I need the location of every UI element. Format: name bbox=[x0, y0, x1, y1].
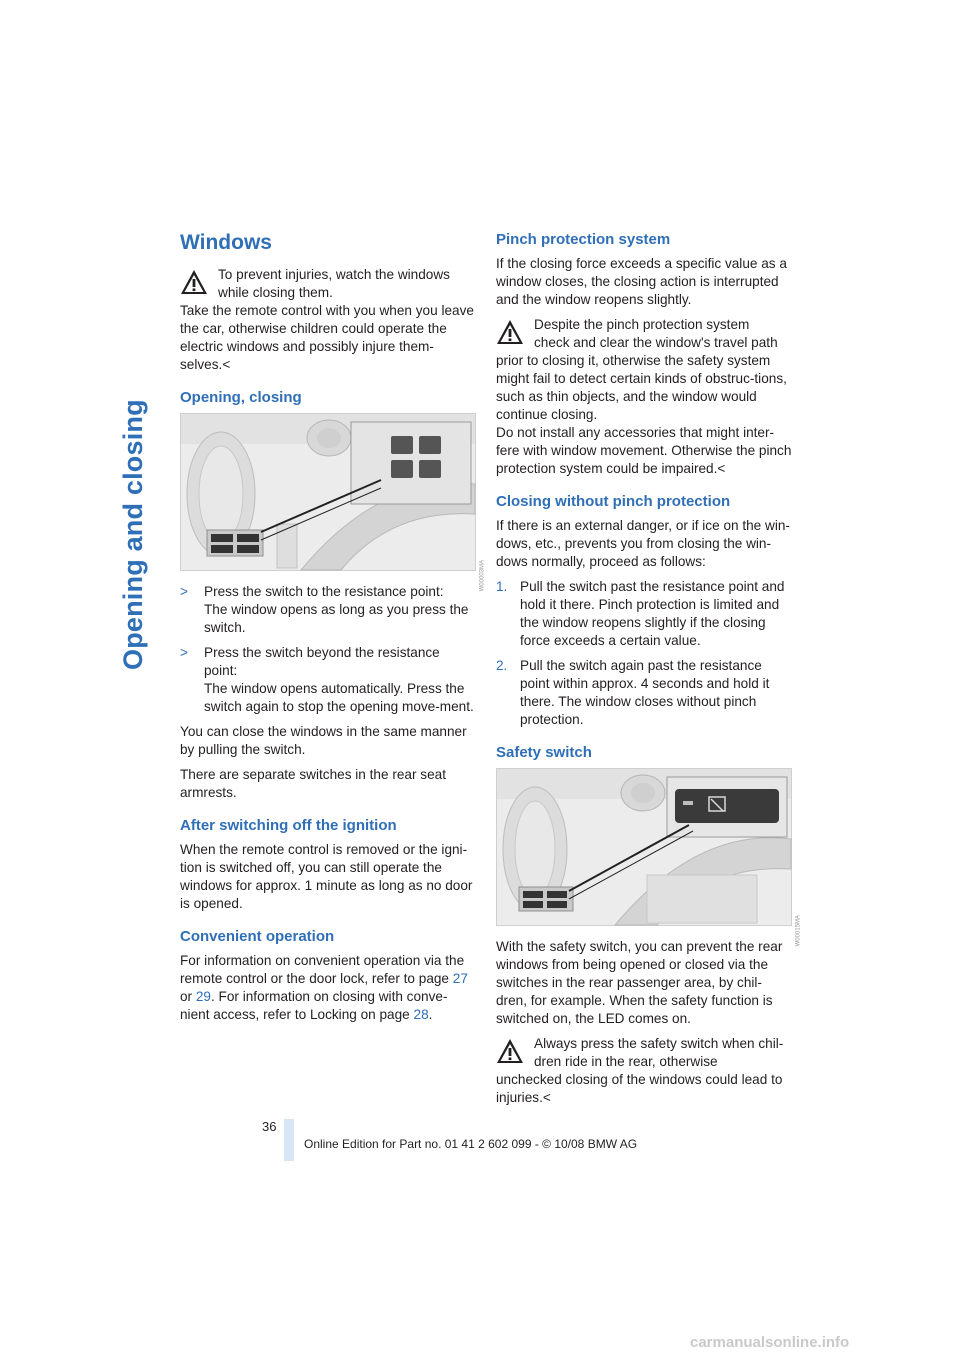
warning-text: unchecked closing of the windows could lead to injuries.< bbox=[496, 1072, 783, 1105]
paragraph-pinch-protection: If the closing force exceeds a specific value as a window closes, the closing action is interrupted and the window reopens slightly. bbox=[496, 256, 787, 307]
safety-switch-drawing bbox=[497, 769, 791, 925]
list-item bbox=[496, 578, 792, 650]
chapter-side-title bbox=[118, 230, 158, 670]
end-mark: < bbox=[717, 461, 726, 476]
subheading-closing-without-pinch: Closing without pinch protection bbox=[496, 493, 731, 510]
warning-block bbox=[180, 266, 476, 374]
bullet-marker: > bbox=[180, 584, 188, 599]
warning-line-2: while closing them. bbox=[218, 285, 333, 300]
online-edition-note: Online Edition for Part no. 01 41 2 602 099 - © 10/08 BMW AG bbox=[304, 1137, 638, 1151]
end-mark: < bbox=[222, 357, 231, 372]
warning-triangle-icon bbox=[496, 318, 524, 346]
right-column bbox=[496, 226, 801, 1114]
page-link-28[interactable]: 28 bbox=[413, 1007, 429, 1022]
warning-block bbox=[496, 316, 792, 478]
subheading-opening-closing: Opening, closing bbox=[180, 389, 302, 406]
figure-code: W00003MA bbox=[479, 560, 485, 592]
warning-text: Take the remote control with you when you leave the car, otherwise children could operate the electric windows and possibly injure them-selves.< bbox=[180, 303, 474, 372]
step-text-1: Pull the switch past the resistance point and hold it there. Pinch protection is limited and the window reopens slightly if the closing force exceeds a certain value. bbox=[520, 579, 785, 648]
end-mark: < bbox=[542, 1090, 551, 1105]
warning-line-2: dren ride in the rear, otherwise bbox=[534, 1054, 718, 1069]
page-link-27[interactable]: 27 bbox=[452, 971, 468, 986]
bullet-text-1a: Press the switch to the resistance point: bbox=[204, 584, 444, 599]
left-column bbox=[180, 226, 485, 1031]
paragraph-close-windows: You can close the windows in the same manner by pulling the switch. bbox=[180, 724, 467, 757]
page-number: 36 bbox=[262, 1119, 277, 1134]
bullet-text-2b: The window opens automatically. Press the switch again to stop the opening move-ment. bbox=[204, 681, 474, 714]
step-number: 1. bbox=[496, 579, 508, 594]
subheading-pinch-protection: Pinch protection system bbox=[496, 231, 671, 248]
bullet-text-1b: The window opens as long as you press the switch. bbox=[204, 602, 469, 635]
warning-triangle-icon bbox=[180, 268, 208, 296]
window-switch-drawing bbox=[181, 414, 475, 570]
warning-line-1: To prevent injuries, watch the windows bbox=[218, 267, 450, 282]
footer-accent-bar bbox=[284, 1119, 294, 1161]
warning-text: prior to closing it, otherwise the safety system might fail to detect certain kinds of obstruc-tions, such as thin objects, and the window would continue closing. bbox=[496, 353, 787, 422]
step-text-2: Pull the switch again past the resistance point within approx. 4 seconds and hold it there. The window closes without pinch protection. bbox=[520, 658, 770, 727]
paragraph-after-ignition: When the remote control is removed or the igni-tion is switched off, you can still operate the windows for approx. 1 minute as long as no door is opened. bbox=[180, 842, 473, 911]
site-watermark: carmanualsonline.info bbox=[690, 1334, 850, 1351]
safety-switch-illustration bbox=[496, 768, 801, 947]
bullet-marker: > bbox=[180, 645, 188, 660]
paragraph-safety-switch: With the safety switch, you can prevent the rear windows from being opened or closed via the switches in the rear passenger area, by chil-dren, for example. When the safety function is switched on, the LED comes on. bbox=[496, 939, 783, 1026]
warning-triangle-icon bbox=[496, 1037, 524, 1065]
page-link-29[interactable]: 29 bbox=[195, 989, 211, 1004]
bullet-text-2a: Press the switch beyond the resistance point: bbox=[204, 645, 440, 678]
warning-line-1: Despite the pinch protection system bbox=[534, 317, 750, 332]
section-heading-windows: Windows bbox=[180, 231, 272, 254]
paragraph-rear-switches: There are separate switches in the rear seat armrests. bbox=[180, 767, 446, 800]
step-number: 2. bbox=[496, 658, 508, 673]
warning-text-2: Do not install any accessories that might inter-fere with window movement. Otherwise the pinch protection system could be impaired.< bbox=[496, 425, 792, 476]
paragraph-convenient-operation: For information on convenient operation via the remote control or the door lock, refer to page 27 or 29. For information on closing with conve-nient access, refer to Locking on page 28. bbox=[180, 953, 468, 1022]
figure-code: W00015MA bbox=[795, 915, 801, 947]
subheading-convenient-operation: Convenient operation bbox=[180, 928, 335, 945]
list-item bbox=[180, 644, 476, 716]
list-item bbox=[180, 583, 476, 637]
warning-line-1: Always press the safety switch when chil- bbox=[534, 1036, 784, 1051]
list-item bbox=[496, 657, 792, 729]
paragraph-external-danger: If there is an external danger, or if ice on the win-dows, etc., prevents you from closing the win-dows normally, proceed as follows: bbox=[496, 518, 790, 569]
chapter-title-text: Opening and closing bbox=[118, 399, 148, 670]
warning-line-2: check and clear the window's travel path bbox=[534, 335, 778, 350]
warning-block bbox=[496, 1035, 792, 1107]
subheading-safety-switch: Safety switch bbox=[496, 744, 592, 761]
subheading-after-ignition: After switching off the ignition bbox=[180, 817, 397, 834]
